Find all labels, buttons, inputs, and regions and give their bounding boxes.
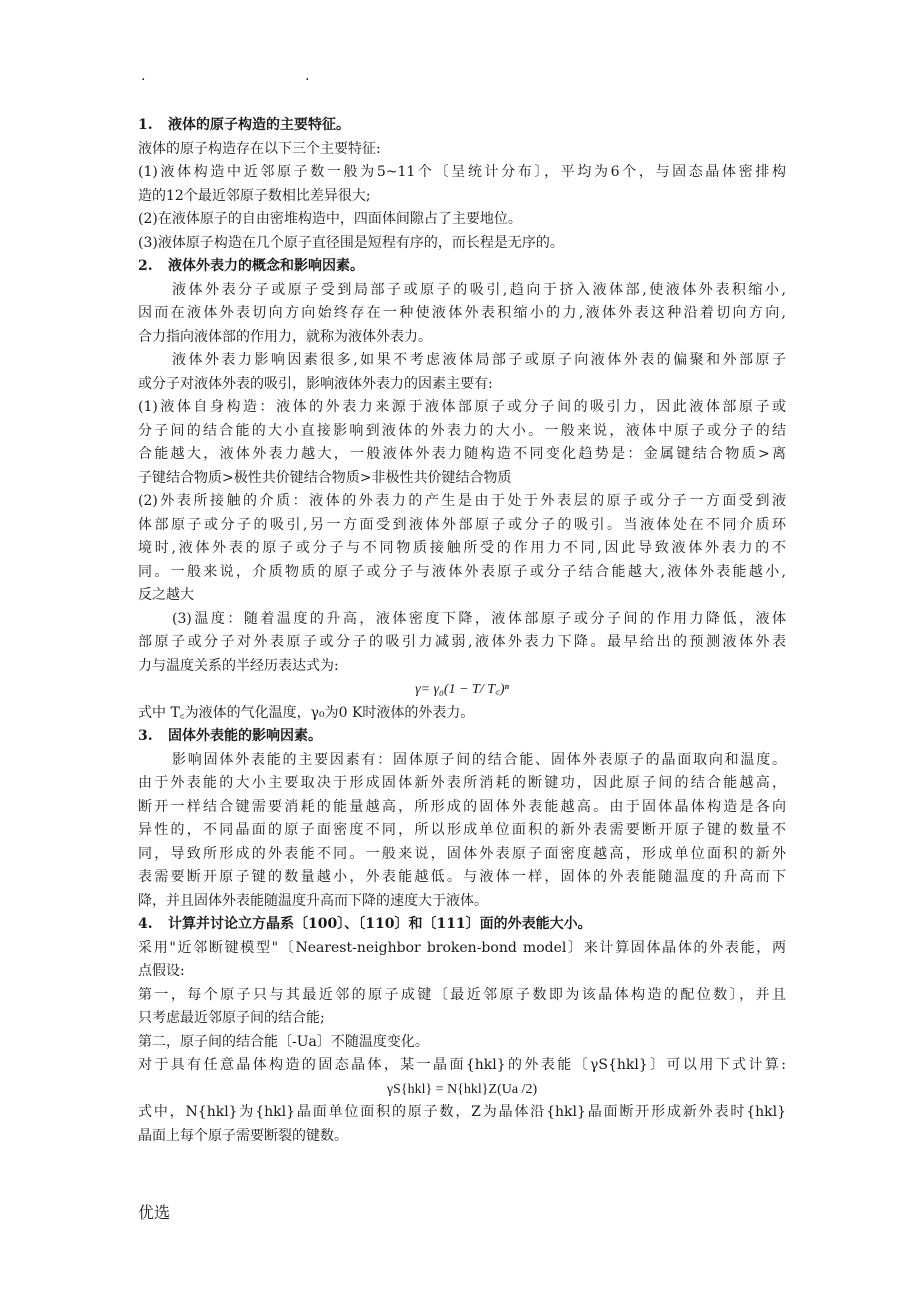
section-number: 2. [138,258,153,274]
text-line: (3)温度：随着温度的升高，液体密度下降，液体部原子或分子间的作用力降低，液体 [172,610,786,627]
text-line: 液体的原子构造存在以下三个主要特征: [138,140,381,157]
text-line: 断开一样结合键需要消耗的能量越高，所形成的固体外表能越高。由于固体晶体构造是各向 [138,798,786,815]
text-line: 合力指向液体部的作用力，就称为液体外表力。 [138,328,432,345]
text-line: 只考虑最近邻原子间的结合能; [138,1010,325,1026]
section-number: 1. [138,117,153,133]
section-title: 液体的原子构造的主要特征。 [168,117,350,133]
section-number: 3. [138,728,153,744]
section-title: 计算并讨论立方晶系〔100〕、〔110〕和〔111〕面的外表能大小。 [168,916,592,932]
text-line: 同，导致所形成的外表能不同。一般来说，固体外表原子面密度越高，形成单位面积的新外 [138,845,786,862]
surface-energy-formula: γS{hkl} = N{hkl}Z(Ua /2) [386,1081,538,1097]
text-line: 造的12个最近邻原子数相比差异很大; [138,187,371,204]
text-line: 第一，每个原子只与其最近邻的原子成键〔最近邻原子数即为该晶体构造的配位数〕，并且 [138,986,786,1003]
text-line: 分子间的结合能的大小直接影响到液体的外表力的大小。一般来说，液体中原子或分子的结 [138,422,786,439]
text-line: (3)液体原子构造在几个原子直径围是短程有序的，而长程是无序的。 [138,234,564,251]
text-line: 式中，N{hkl}为{hkl}晶面单位面积的原子数，Z为晶体沿{hkl}晶面断开形成新外表时{hkl} [138,1104,786,1120]
text-line: 合能越大，液体外表力越大，一般液体外表力随构造不同变化趋势是：金属键结合物质>离 [138,446,786,462]
section-heading [138,255,786,279]
text-line: 液体外表力影响因素很多,如果不考虑液体局部子或原子向液体外表的偏聚和外部原子 [172,352,786,368]
text-line: (2)外表所接触的介质：液体的外表力的产生是由于处于外表层的原子或分子一方面受到液 [138,493,786,509]
text-line: 体部原子或分子的吸引,另一方面受到液体外部原子或分子的吸引。当液体处在不同介质环 [138,516,786,533]
section-title: 液体外表力的概念和影响因素。 [168,258,364,274]
text-line: 表需要断开原子键的数量越小，外表能越低。与液体一样，固体的外表能随温度的升高而下 [138,869,786,885]
text-line: 晶面上每个原子需要断裂的键数。 [138,1127,348,1144]
header-dot-right: . [305,68,310,84]
text-line: 因而在液体外表切向方向始终存在一种使液体外表积缩小的力,液体外表这种沿着切向方向, [138,305,786,321]
section-heading [138,725,786,749]
text-line: 液体外表分子或原子受到局部子或原子的吸引,趋向于挤入液体部,使液体外表积缩小, [172,281,786,298]
text-line: 对于具有任意晶体构造的固态晶体，某一晶面{hkl}的外表能〔γS{hkl}〕可以用下式计算: [138,1057,786,1073]
text-line: 第二，原子间的结合能〔-Ua〕不随温度变化。 [138,1033,429,1050]
text-line: 降，并且固体外表能随温度升高而下降的速度大于液体。 [138,892,488,909]
text-line: 或分子对液体外表的吸引，影响液体外表力的因素主要有: [138,375,493,392]
text-line: (1)液体自身构造：液体的外表力来源于液体部原子或分子间的吸引力，因此液体部原子或 [138,399,786,415]
section-title: 固体外表能的影响因素。 [168,728,322,744]
section-number: 4. [138,916,153,932]
text-line: 同。一般来说，介质物质的原子或分子与液体外表原子或分子结合能越大,液体外表能越小, [138,563,786,580]
text-line: 境时,液体外表的原子或分子与不同物质接触所受的作用力不同,因此导致液体外表力的不 [138,540,786,556]
footer-label: 优选 [138,1203,171,1222]
text-line: 反之越大 [138,587,194,603]
section-heading [138,114,786,138]
text-line: 采用"近邻断键模型"〔Nearest-neighbor broken-bond model〕来计算固体晶体的外表能，两 [138,939,786,956]
text-line: 影响固体外表能的主要因素有：固体原子间的结合能、固体外表原子的晶面取向和温度。 [172,751,786,768]
surface-tension-formula: γ= γ₀(1 − T/ T꜀)ⁿ [415,682,509,697]
text-line: 部原子或分子对外表原子或分子的吸引力减弱,液体外表力下降。最早给出的预测液体外表 [138,634,786,650]
text-line: 点假设: [138,963,185,979]
header-dot-left: . [141,68,146,84]
text-line: (2)在液体原子的自由密堆构造中，四面体间隙占了主要地位。 [138,211,522,227]
text-line: 异性的，不同晶面的原子面密度不同，所以形成单位面积的新外表需要断开原子键的数量不 [138,822,786,838]
text-line: 由于外表能的大小主要取决于形成固体新外表所消耗的断键功，因此原子间的结合能越高， [138,775,786,791]
text-line: 子键结合物质>极性共价键结合物质>非极性共价键结合物质 [138,469,512,486]
section-heading [138,913,786,937]
text-line: 力与温度关系的半经历表达式为: [138,657,339,674]
text-line: (1)液体构造中近邻原子数一般为5~11个〔呈统计分布〕，平均为6个，与固态晶体密排构 [138,164,786,180]
text-line: 式中 T꜀为液体的气化温度，γ₀为0 K时液体的外表力。 [138,704,475,721]
document-body [138,114,786,1148]
